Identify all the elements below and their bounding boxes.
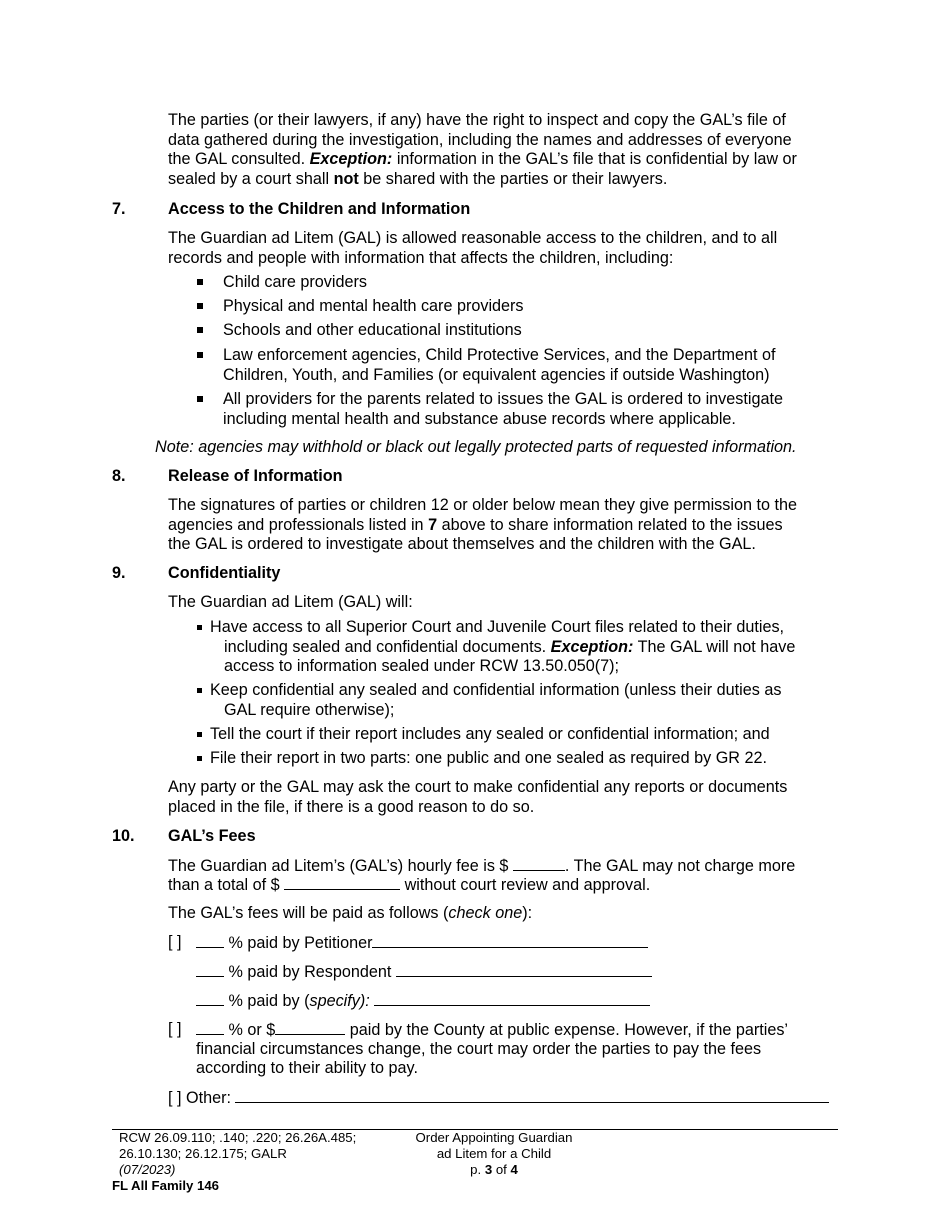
checkbox-county[interactable]: [ ] [168,1020,182,1038]
bullet-icon [197,625,202,630]
specified-share-line: % paid by (specify): [196,991,650,1012]
county-percent-blank[interactable] [196,1020,224,1035]
bullet-icon [197,732,202,737]
section-9-closing: Any party or the GAL may ask the court to make confidential any reports or documents placed in the file, if there is a good reason to do so. [168,778,788,816]
bullet-icon [197,396,203,402]
intro-paragraph [168,111,848,189]
list-item: Schools and other educational institutions [223,321,522,339]
note-text: Note: agencies may withhold or black out legally protected parts of requested information. [155,438,797,456]
petitioner-percent-blank[interactable] [196,933,224,948]
hourly-fee-blank[interactable] [513,856,565,871]
footer-title: Order Appointing Guardian ad Litem for a Child p. 3 of 4 [400,1130,588,1178]
petitioner-share-line: % paid by Petitioner [196,933,648,954]
county-payment-line-2: financial circumstances change, the court may order the parties to pay the fees [196,1040,762,1058]
bullet-icon [197,352,203,358]
section-9-number: 9. [112,564,126,582]
list-item: File their report in two parts: one public and one sealed as required by GR 22. [210,749,767,767]
exception-label: Exception: [309,150,393,168]
respondent-percent-blank[interactable] [196,962,224,977]
bullet-icon [197,279,203,285]
hourly-fee-line: The Guardian ad Litem’s (GAL’s) hourly fee is $ . The GAL may not charge more [168,857,796,875]
respondent-share-line: % paid by Respondent [196,962,652,983]
list-item: Child care providers [223,273,367,291]
section-8-title: Release of Information [168,467,343,485]
section-7-paragraph: The Guardian ad Litem (GAL) is allowed reasonable access to the children, and to all records and people with information that affects the children, including: [168,229,778,267]
bullet-icon [197,688,202,693]
bullet-icon [197,303,203,309]
total-fee-line: than a total of $ without court review and approval. [168,876,651,894]
section-7-number: 7. [112,200,126,218]
footer-rcw: RCW 26.09.110; .140; .220; 26.26A.485; 26.10.130; 26.12.175; GALR (07/2023) [119,1130,357,1177]
other-blank[interactable] [235,1088,829,1103]
other-line [168,1088,829,1109]
bullet-icon [197,327,203,333]
section-9-title: Confidentiality [168,564,281,582]
specified-name-blank[interactable] [374,991,650,1006]
bullet-icon [197,756,202,761]
list-item: All providers for the parents related to issues the GAL is ordered to investigate including mental health and substance abuse records where applicable. [223,390,783,428]
intro-line: The parties (or their lawyers, if any) have the right to inspect and copy the GAL’s file of [168,111,786,129]
payment-instruction: The GAL’s fees will be paid as follows (check one): [168,904,533,922]
section-7-title: Access to the Children and Information [168,200,471,218]
county-amount-blank[interactable] [275,1020,345,1035]
intro-line: data gathered during the investigation, including the names and addresses of everyone [168,130,792,149]
page-number: p. 3 of 4 [470,1162,518,1177]
section-10-title: GAL’s Fees [168,827,256,845]
section-10-number: 10. [112,827,135,845]
respondent-name-blank[interactable] [396,962,652,977]
list-item: Tell the court if their report includes any sealed or confidential information; and [210,725,770,743]
intro-line: sealed by a court shall not be shared with the parties or their lawyers. [168,169,668,188]
petitioner-name-blank[interactable] [372,933,648,948]
total-fee-blank[interactable] [284,875,400,890]
checkbox-parties[interactable]: [ ] [168,933,182,951]
footer-form-id: FL All Family 146 [112,1178,220,1193]
section-8-paragraph: The signatures of parties or children 12 or older below mean they give permission to the agencies and professionals listed in 7 above to share information related to the issues the GAL is ordered to investigate about themselves and the children with the GAL. [168,496,797,553]
county-payment-line-3: according to their ability to pay. [196,1059,418,1077]
list-item: Keep confidential any sealed and confidential information (unless their duties as GAL require otherwise); [210,681,782,719]
checkbox-other[interactable]: [ ] Other: [168,1089,231,1107]
list-item: Law enforcement agencies, Child Protective Services, and the Department of Children, Youth, and Families (or equivalent agencies if outside Washington) [223,346,776,384]
exception-label: Exception: [550,637,634,656]
specified-percent-blank[interactable] [196,991,224,1006]
section-9-intro: The Guardian ad Litem (GAL) will: [168,593,413,611]
intro-line: the GAL consulted. Exception: information in the GAL’s file that is confidential by law or [168,150,797,168]
list-item: Have access to all Superior Court and Juvenile Court files related to their duties, including sealed and confidential documents. Exception: The GAL will not have access to information sealed under RCW 13.50.050(7); [210,618,796,675]
section-8-number: 8. [112,467,126,485]
list-item: Physical and mental health care providers [223,297,524,315]
county-payment-line: % or $ paid by the County at public expense. However, if the parties’ [196,1020,788,1041]
